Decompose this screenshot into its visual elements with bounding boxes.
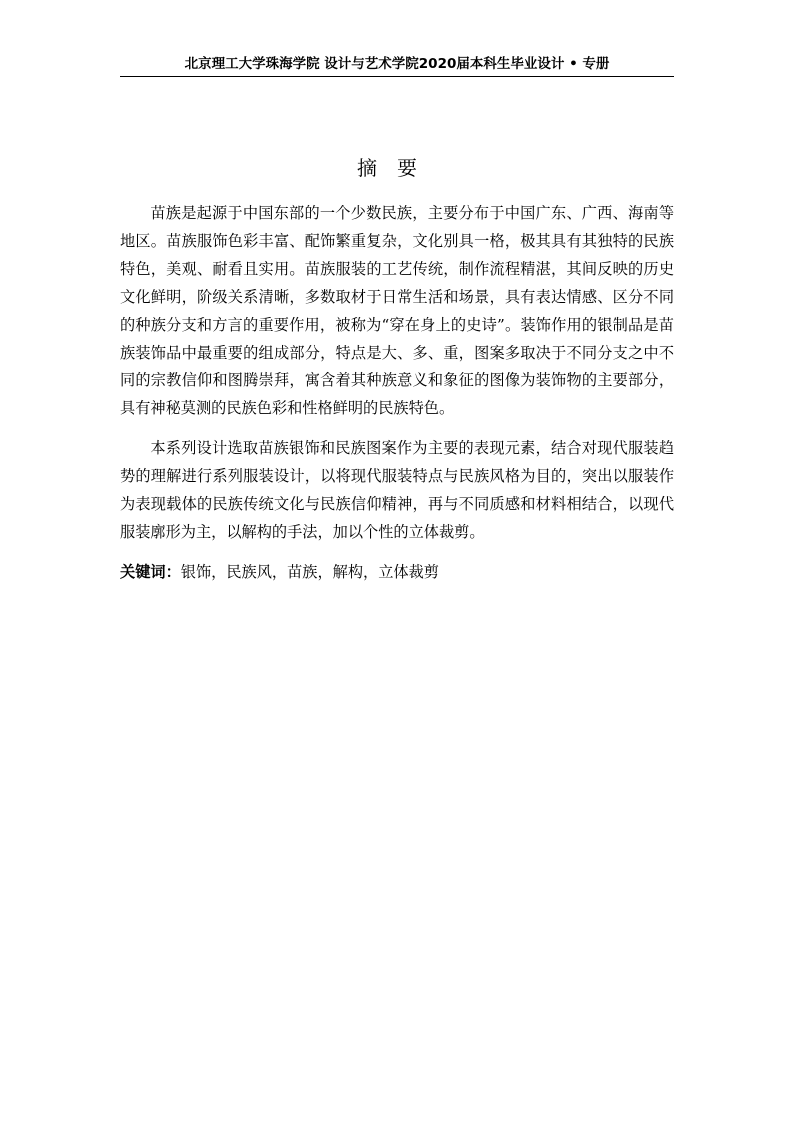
abstract-title: 摘要	[357, 156, 437, 180]
running-header: 北京理工大学珠海学院 设计与艺术学院2020届本科生毕业设计 • 专册	[184, 56, 610, 72]
keywords-value: 银饰，民族风，苗族，解构，立体裁剪	[180, 562, 439, 581]
header-divider	[120, 76, 674, 77]
abstract-paragraph-1: 苗族是起源于中国东部的一个少数民族，主要分布于中国广东、广西、海南等地区。苗族服饰色彩丰富、配饰繁重复杂，文化别具一格，极其具有其独特的民族特色，美观、耐看且实用。苗族服装的工艺传统，制作流程精湛，其间反映的历史文化鲜明，阶级关系清晰，多数取材于日常生活和场景，具有表达情感、区分不同的种族分支和方言的重要作用，被称为“穿在身上的史诗”。装饰作用的银制品是苗族装饰品中最重要的组成部分，特点是大、多、重，图案多取决于不同分支之中不同的宗教信仰和图腾崇拜，寓含着其种族意义和象征的图像为装饰物的主要部分，具有神秘莫测的民族色彩和性格鲜明的民族特色。	[120, 204, 674, 418]
abstract-body	[120, 200, 674, 602]
keywords-label: 关键词：	[120, 562, 181, 581]
abstract-paragraph-2: 本系列设计选取苗族银饰和民族图案作为主要的表现元素，结合对现代服装趋势的理解进行系列服装设计，以将现代服装特点与民族风格为目的，突出以服装作为表现载体的民族传统文化与民族信仰精神，再与不同质感和材料相结合，以现代服装廓形为主，以解构的手法，加以个性的立体裁剪。	[120, 439, 674, 541]
keywords-line	[120, 559, 674, 587]
